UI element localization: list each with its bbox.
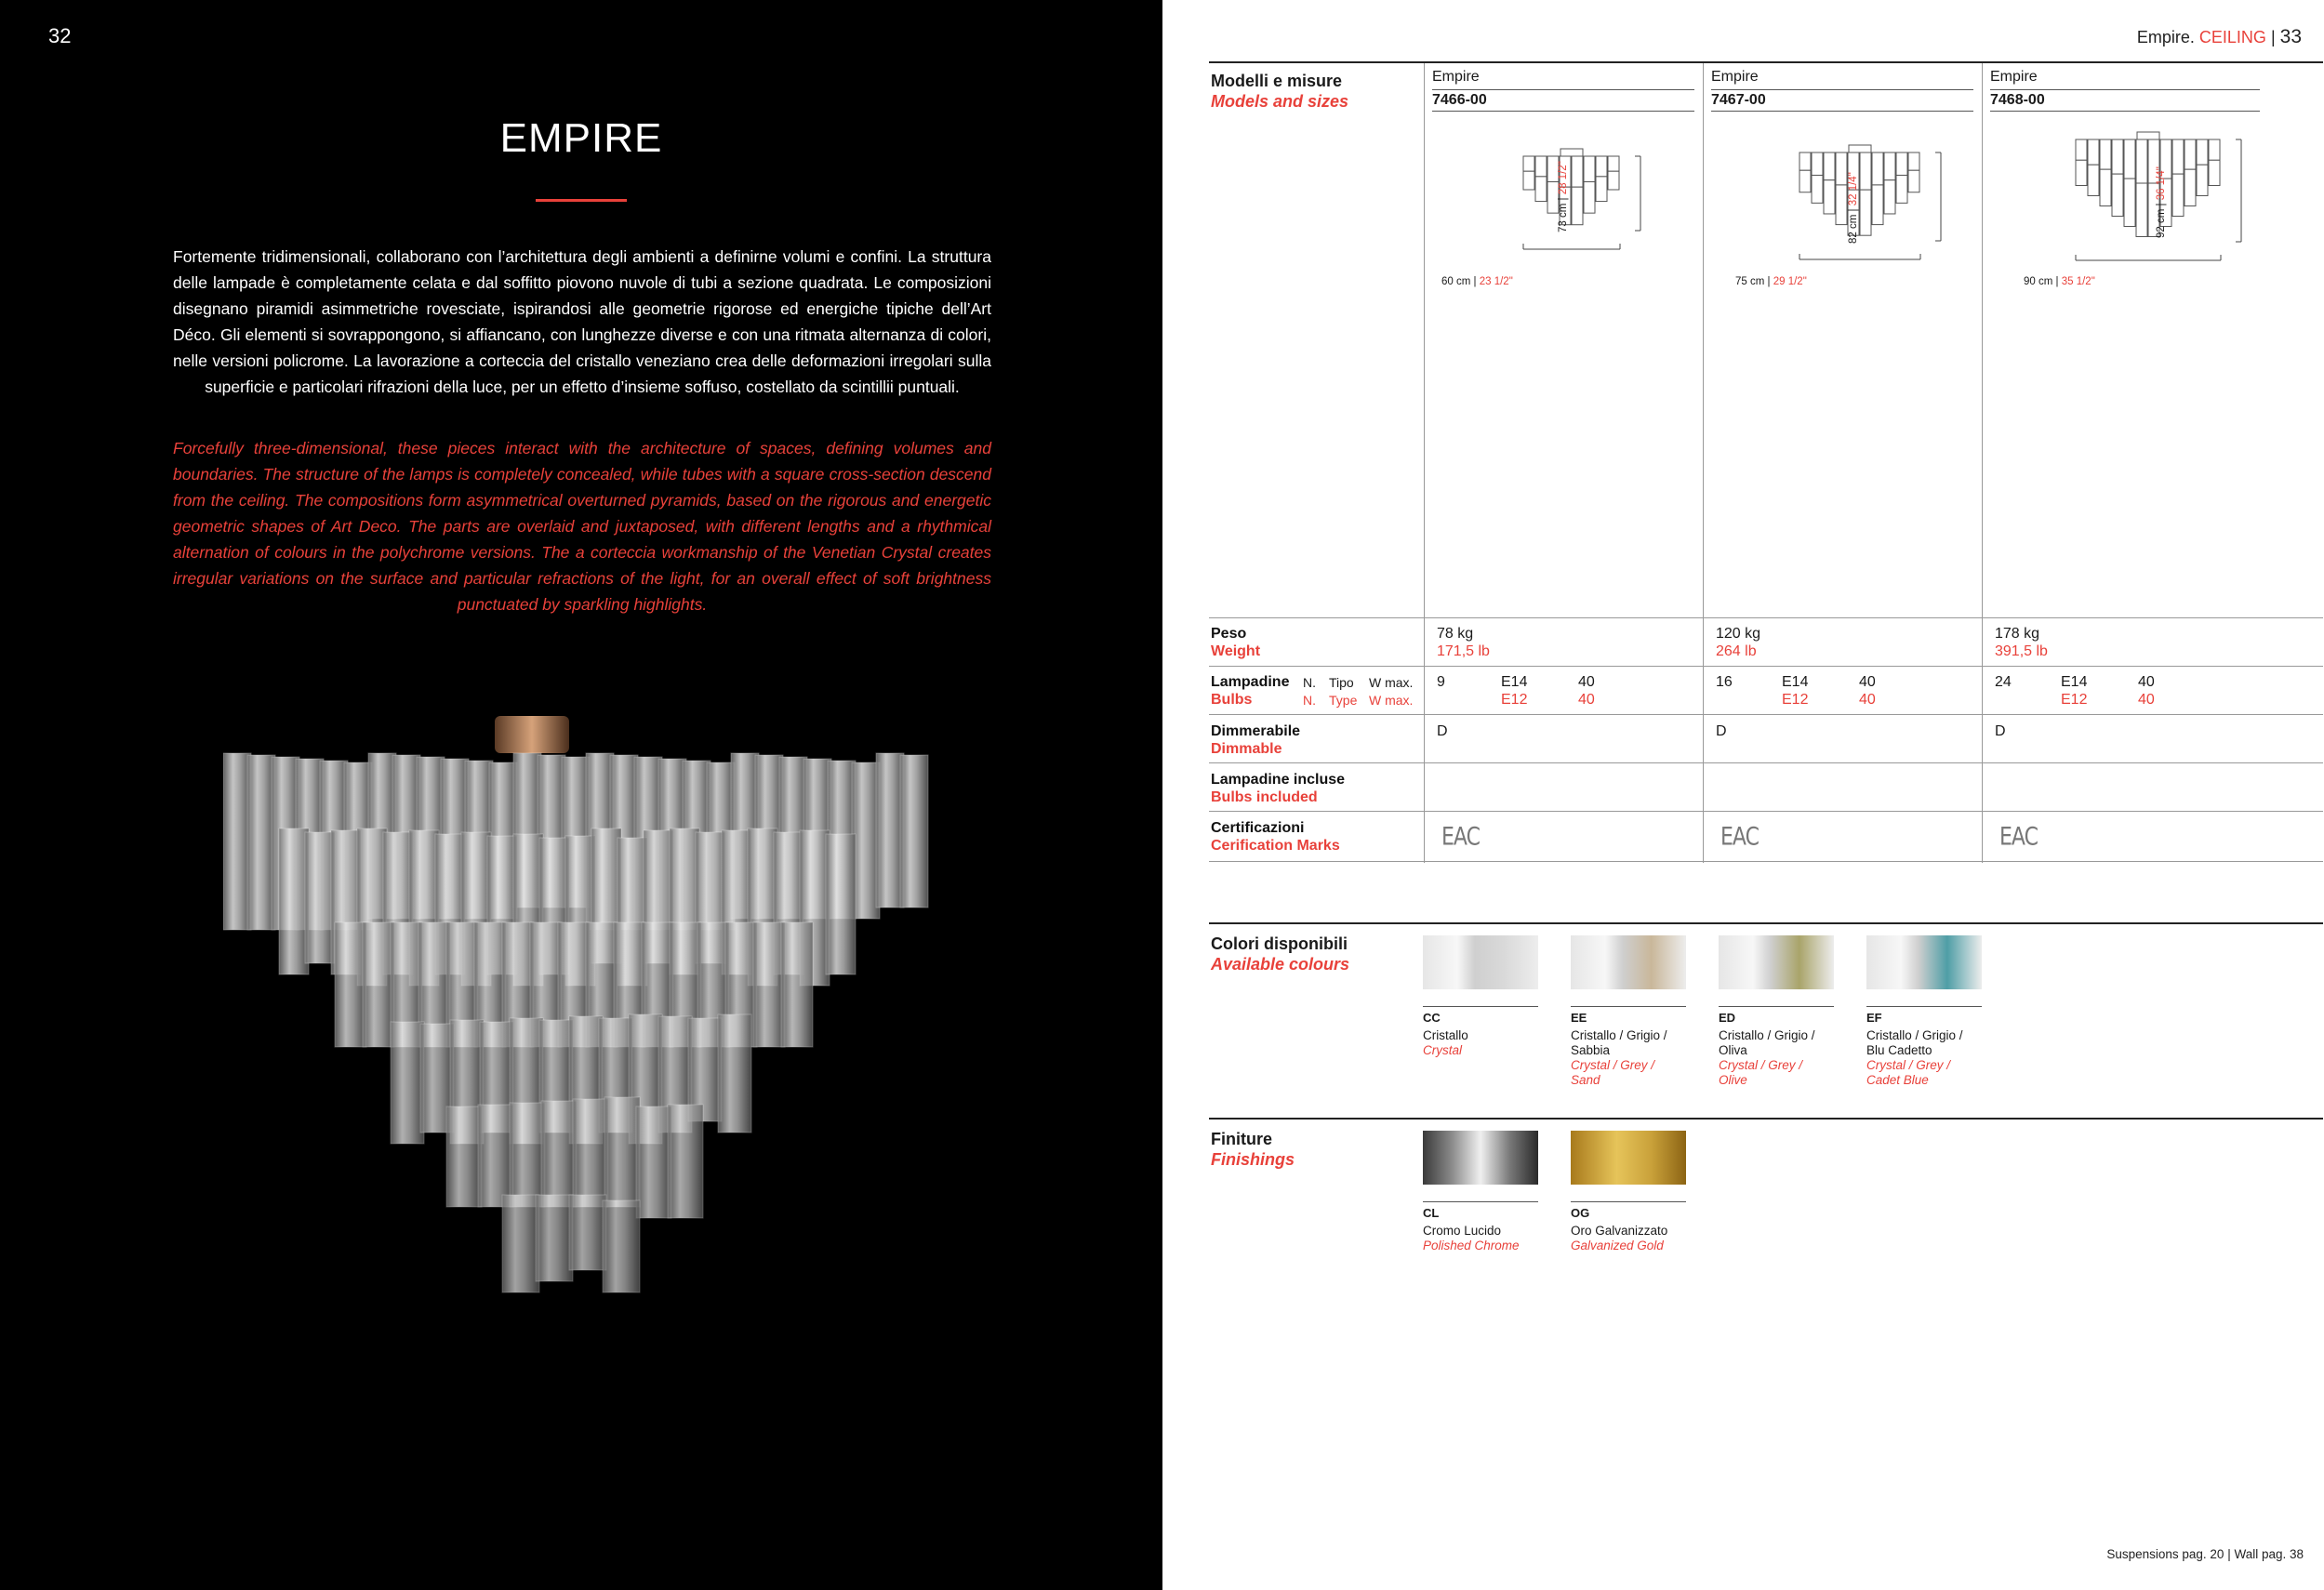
finish-label-en: Finishings xyxy=(1211,1150,1295,1169)
finish-code: CL xyxy=(1423,1201,1538,1220)
drawing-tube xyxy=(1872,185,1883,225)
weight-label-it: Peso xyxy=(1211,626,1247,642)
drawing-tube xyxy=(1812,175,1823,203)
drawing-tube xyxy=(2185,169,2196,205)
finish-name-it: Oro Galvanizzato xyxy=(1571,1224,1668,1238)
finish-label-it: Finiture xyxy=(1211,1130,1272,1148)
drawing-tube xyxy=(1824,152,1835,180)
description-english: Forcefully three-dimensional, these pieces interact with the architecture of spaces, defining volumes and boundaries. The structure of the lamps is completely concealed, while tubes with a square cross-section descend from the ceiling. The compositions form asymmetrical overturned pyramids, based on the rigorous and energetic geometric shapes of Art Deco. The parts are overlaid and juxtaposed, with different lengths and a rhythmical alternation of colours in the polychrome versions. The a corteccia workmanship of the Venetian Crystal creates irregular variations on the surface and particular refractions of the light, for an overall effect of soft brightness punctuated by sparkling highlights. xyxy=(173,439,991,614)
color-name-en: Crystal / Grey / Cadet Blue xyxy=(1866,1058,1951,1087)
bulbs-w-en: W max. xyxy=(1369,693,1414,708)
color-name-en: Crystal xyxy=(1423,1043,1463,1057)
drawing-tube xyxy=(2088,165,2099,195)
color-name xyxy=(1719,1028,1834,1088)
weight-label xyxy=(1211,625,1260,660)
drawing-tube xyxy=(1584,182,1595,214)
crystal-tube xyxy=(305,832,335,963)
crystal-tube xyxy=(604,1097,640,1207)
bulbs-n-it: N. xyxy=(1303,675,1316,690)
color-swatch-cc xyxy=(1423,935,1538,989)
model-head-1 xyxy=(1432,69,1694,112)
models-label xyxy=(1211,71,1348,112)
color-name-en: Crystal / Grey / Olive xyxy=(1719,1058,1803,1087)
width-dim-3: 90 cm | 35 1/2" xyxy=(2024,276,2095,287)
weight-kg: 178 kg xyxy=(1995,626,2040,642)
bulb-w-en: 40 xyxy=(1859,692,1876,708)
crystal-tube xyxy=(478,1105,513,1207)
drawing-tube xyxy=(1584,156,1595,182)
finish-swatch-og xyxy=(1571,1131,1686,1185)
bulb-w-en: 40 xyxy=(2138,692,2155,708)
height-dim-1: 73 cm | 28 1/2" xyxy=(1558,161,1569,232)
colors-label-it: Colori disponibili xyxy=(1211,934,1348,953)
dimmable-cell-3: D xyxy=(1995,723,2006,739)
drawing-tube xyxy=(1572,187,1583,225)
height-cm: 82 cm xyxy=(1848,214,1859,244)
finish-name xyxy=(1571,1224,1686,1253)
drawing-tube xyxy=(2124,179,2135,226)
model-head-3 xyxy=(1990,69,2260,112)
drawing-tube xyxy=(2112,174,2123,216)
color-name xyxy=(1423,1028,1538,1058)
height-in: 36 1/4" xyxy=(2156,166,2167,201)
colors-label-en: Available colours xyxy=(1211,955,1350,974)
table-top-rule xyxy=(1209,61,2323,63)
drawing-tube xyxy=(2197,165,2208,195)
drawing-tube xyxy=(1884,180,1895,214)
bulb-type-e14: E14 xyxy=(1782,674,1809,690)
bulbs-subheads xyxy=(1303,674,1413,709)
dimmable-label xyxy=(1211,722,1300,758)
crystal-tube xyxy=(502,1195,539,1292)
model-name: Empire xyxy=(1990,69,2038,85)
chandelier-tubes xyxy=(223,753,928,1292)
col-divider-1 xyxy=(1424,63,1425,863)
crystal-tube xyxy=(541,1101,577,1207)
bulb-type-e14: E14 xyxy=(1501,674,1528,690)
model-drawing-tubes xyxy=(1799,145,1941,259)
bulbs-type-1 xyxy=(1501,673,1527,709)
color-name-it: Cristallo / Grigio / Blu Cadetto xyxy=(1866,1028,1963,1057)
weight-lb: 264 lb xyxy=(1716,643,1757,659)
color-name-it: Cristallo / Grigio / Oliva xyxy=(1719,1028,1815,1057)
crystal-tube xyxy=(668,1105,703,1218)
bulbs-type-it: Tipo xyxy=(1329,675,1354,690)
drawing-tube xyxy=(1523,171,1534,190)
col-divider-2 xyxy=(1703,63,1704,863)
drawing-tube xyxy=(2100,169,2111,205)
dimmable-label-en: Dimmable xyxy=(1211,741,1282,757)
finish-name xyxy=(1423,1224,1538,1253)
drawing-tube xyxy=(2172,139,2184,174)
height-dim-2: 82 cm | 32 1/4" xyxy=(1848,172,1859,244)
color-code: CC xyxy=(1423,1006,1538,1025)
eac-mark-3: EAC xyxy=(1999,823,2038,852)
drawing-tube xyxy=(2209,139,2220,160)
bulb-type-e12: E12 xyxy=(1501,692,1528,708)
description-italian: Fortemente tridimensionali, collaborano con l’architettura degli ambienti a definirne volumi e confini. La struttura delle lampade è completamente celata e dal soffitto piovono nuvole di tubi a sezione quadrata. Le composizioni disegnano piramidi asimmetriche rovesciate, ispirandosi alle geometrie rigorose ed energiche tipiche dell’Art Déco. Gli elementi si sovrappongono, si affiancano, con lunghezze diverse e con una ritmata alternanza di colori, nelle versioni policrome. La lavorazione a corteccia del cristallo veneziano crea delle deformazioni irregolari sulla superficie e particolari rifrazioni della luce, per un effetto d’insieme soffuso, costellato da scintillii puntuali. xyxy=(173,247,991,396)
finish-name-en: Galvanized Gold xyxy=(1571,1239,1664,1252)
drawing-tube xyxy=(1824,180,1835,214)
page-number-left: 32 xyxy=(48,24,72,47)
height-in: 28 1/2" xyxy=(1558,161,1569,195)
bulbs-label-en: Bulbs xyxy=(1211,692,1253,708)
bulb-w: 40 xyxy=(1578,674,1595,690)
color-code: EE xyxy=(1571,1006,1686,1025)
height-dim-3: 92 cm | 36 1/4" xyxy=(2156,166,2167,238)
bulbs-label-it: Lampadine xyxy=(1211,674,1290,690)
drawing-tube xyxy=(2137,132,2159,139)
colors-label xyxy=(1211,934,1349,974)
cert-label xyxy=(1211,819,1340,855)
drawing-tube xyxy=(2136,139,2147,183)
bulbs-n-3: 24 xyxy=(1995,674,2012,690)
crystal-tube xyxy=(636,1106,671,1218)
cert-label-en: Cerification Marks xyxy=(1211,838,1340,854)
bulbs-type-2 xyxy=(1782,673,1808,709)
eac-mark-2: EAC xyxy=(1720,823,1759,852)
bulb-type-e12: E12 xyxy=(1782,692,1809,708)
model-head-2 xyxy=(1711,69,1973,112)
drawing-tube xyxy=(1849,145,1871,152)
bulbs-type-en: Type xyxy=(1329,693,1358,708)
color-name-it: Cristallo xyxy=(1423,1028,1468,1042)
models-label-en: Models and sizes xyxy=(1211,92,1349,111)
bulbs-n-en: N. xyxy=(1303,693,1316,708)
drawing-tube xyxy=(1836,152,1847,185)
height-cm: 92 cm xyxy=(2156,208,2167,238)
drawing-tube xyxy=(1908,152,1919,170)
chandelier-photo xyxy=(223,707,939,1311)
eac-mark-1: EAC xyxy=(1441,823,1480,852)
height-in: 32 1/4" xyxy=(1848,172,1859,206)
drawing-tube xyxy=(1896,152,1907,175)
crystal-tube xyxy=(510,1103,545,1207)
cert-label-it: Certificazioni xyxy=(1211,820,1305,836)
width-cm: 60 cm xyxy=(1441,276,1471,287)
drawing-tube xyxy=(1535,156,1547,177)
finish-name-en: Polished Chrome xyxy=(1423,1239,1520,1252)
colors-rule xyxy=(1209,922,2323,924)
crystal-tube xyxy=(335,922,366,1047)
crystal-tube xyxy=(781,922,813,1047)
page-number-right: 33 xyxy=(2279,26,2302,47)
model-drawing-2 xyxy=(1711,139,1972,298)
color-swatch-ee xyxy=(1571,935,1686,989)
finish-swatch-cl xyxy=(1423,1131,1538,1185)
drawing-tube xyxy=(1860,152,1871,190)
color-code: EF xyxy=(1866,1006,1982,1025)
width-in: 35 1/2" xyxy=(2061,276,2095,287)
color-swatch-ef xyxy=(1866,935,1982,989)
header-category: CEILING xyxy=(2198,28,2266,46)
bulb-type-e12: E12 xyxy=(2061,692,2088,708)
weight-lb: 391,5 lb xyxy=(1995,643,2048,659)
finish-code: OG xyxy=(1571,1201,1686,1220)
bulb-type-e14: E14 xyxy=(2061,674,2088,690)
models-label-it: Modelli e misure xyxy=(1211,72,1343,90)
crystal-tube xyxy=(826,834,856,974)
drawing-tube xyxy=(1608,156,1619,171)
crystal-tube xyxy=(573,1099,608,1207)
row-rule-bulbs xyxy=(1209,666,2323,667)
col-divider-3 xyxy=(1982,63,1983,863)
row-rule-included xyxy=(1209,762,2323,763)
drawing-tube xyxy=(2209,160,2220,185)
header-separator: | xyxy=(2270,28,2276,46)
crystal-tube xyxy=(391,1022,424,1144)
drawing-tube xyxy=(1908,170,1919,192)
model-name: Empire xyxy=(1432,69,1480,85)
width-in: 23 1/2" xyxy=(1479,276,1513,287)
drawing-tube xyxy=(1523,156,1534,171)
drawing-tube xyxy=(1572,156,1583,187)
product-title: EMPIRE xyxy=(499,115,663,161)
drawing-tube xyxy=(1799,152,1811,170)
bulb-w: 40 xyxy=(2138,674,2155,690)
bulbs-w-3 xyxy=(2138,673,2155,709)
drawing-tube xyxy=(1608,171,1619,190)
color-name-en: Crystal / Grey / Sand xyxy=(1571,1058,1655,1087)
bulbs-label xyxy=(1211,673,1289,709)
drawing-tube xyxy=(1799,170,1811,192)
row-rule-dimmable xyxy=(1209,714,2323,715)
finish-rule xyxy=(1209,1118,2323,1120)
model-drawing-3 xyxy=(1990,130,2251,298)
height-cm: 73 cm xyxy=(1558,203,1569,232)
crystal-tube xyxy=(718,1014,751,1133)
weight-lb: 171,5 lb xyxy=(1437,643,1490,659)
drawing-tube xyxy=(2112,139,2123,174)
crystal-tube xyxy=(363,922,394,1047)
included-label-en: Bulbs included xyxy=(1211,789,1318,805)
bulbs-n-2: 16 xyxy=(1716,674,1733,690)
crystal-tube xyxy=(279,828,309,974)
bulbs-w-2 xyxy=(1859,673,1876,709)
included-label xyxy=(1211,771,1345,806)
width-cm: 90 cm xyxy=(2024,276,2053,287)
finish-label xyxy=(1211,1129,1295,1170)
drawing-tube xyxy=(2124,139,2135,179)
drawing-tube xyxy=(2088,139,2099,165)
weight-cell-1 xyxy=(1437,625,1490,660)
model-code: 7468-00 xyxy=(1990,89,2260,112)
row-rule-end xyxy=(1209,861,2323,862)
drawing-tube xyxy=(2100,139,2111,169)
model-code: 7467-00 xyxy=(1711,89,1973,112)
right-page xyxy=(1162,0,2324,1590)
color-swatch-ed xyxy=(1719,935,1834,989)
page-footer: Suspensions pag. 20 | Wall pag. 38 xyxy=(2106,1547,2304,1561)
dimmable-cell-1: D xyxy=(1437,723,1448,739)
crystal-tube xyxy=(569,1195,606,1270)
bulbs-type-3 xyxy=(2061,673,2087,709)
width-cm: 75 cm xyxy=(1735,276,1765,287)
crystal-tube xyxy=(900,755,928,908)
color-name xyxy=(1866,1028,1982,1088)
bulbs-n-1: 9 xyxy=(1437,674,1445,690)
drawing-tube xyxy=(1836,185,1847,225)
bulb-w: 40 xyxy=(1859,674,1876,690)
crystal-tube xyxy=(753,922,785,1047)
drawing-tube xyxy=(1535,177,1547,202)
row-rule-weight xyxy=(1209,617,2323,618)
dimmable-label-it: Dimmerabile xyxy=(1211,723,1301,739)
drawing-tube xyxy=(2197,139,2208,165)
drawing-tube xyxy=(1860,190,1871,235)
crystal-tube xyxy=(446,1106,482,1207)
weight-kg: 78 kg xyxy=(1437,626,1474,642)
chandelier-canopy xyxy=(495,716,569,753)
color-name-it: Cristallo / Grigio / Sabbia xyxy=(1571,1028,1667,1057)
page-header xyxy=(2137,26,2302,48)
drawing-tube xyxy=(1596,156,1607,177)
finish-name-it: Cromo Lucido xyxy=(1423,1224,1502,1238)
drawing-tube xyxy=(2185,139,2196,169)
title-underline xyxy=(536,199,627,202)
included-label-it: Lampadine incluse xyxy=(1211,772,1346,788)
header-product: Empire. xyxy=(2136,28,2195,46)
drawing-tube xyxy=(1560,149,1583,156)
drawing-tube xyxy=(1872,152,1883,185)
color-name xyxy=(1571,1028,1686,1088)
width-in: 29 1/2" xyxy=(1773,276,1807,287)
bulbs-w-it: W max. xyxy=(1369,675,1414,690)
bulb-w-en: 40 xyxy=(1578,692,1595,708)
drawing-tube xyxy=(1812,152,1823,175)
drawing-tube xyxy=(2172,174,2184,216)
model-drawing-tubes xyxy=(1523,149,1640,249)
weight-kg: 120 kg xyxy=(1716,626,1761,642)
width-dim-2: 75 cm | 29 1/2" xyxy=(1735,276,1807,287)
color-code: ED xyxy=(1719,1006,1834,1025)
drawing-tube xyxy=(1884,152,1895,180)
model-name: Empire xyxy=(1711,69,1759,85)
crystal-tube xyxy=(603,1200,640,1292)
width-dim-1: 60 cm | 23 1/2" xyxy=(1441,276,1513,287)
drawing-tube xyxy=(2136,183,2147,236)
drawing-tube xyxy=(2076,139,2087,160)
row-rule-cert xyxy=(1209,811,2323,812)
weight-label-en: Weight xyxy=(1211,643,1261,659)
weight-cell-3 xyxy=(1995,625,2048,660)
drawing-tube xyxy=(2076,160,2087,185)
model-code: 7466-00 xyxy=(1432,89,1694,112)
drawing-tube xyxy=(1896,175,1907,203)
crystal-tube xyxy=(536,1195,573,1281)
weight-cell-2 xyxy=(1716,625,1760,660)
bulbs-w-1 xyxy=(1578,673,1595,709)
dimmable-cell-2: D xyxy=(1716,723,1727,739)
drawing-tube xyxy=(1596,177,1607,202)
